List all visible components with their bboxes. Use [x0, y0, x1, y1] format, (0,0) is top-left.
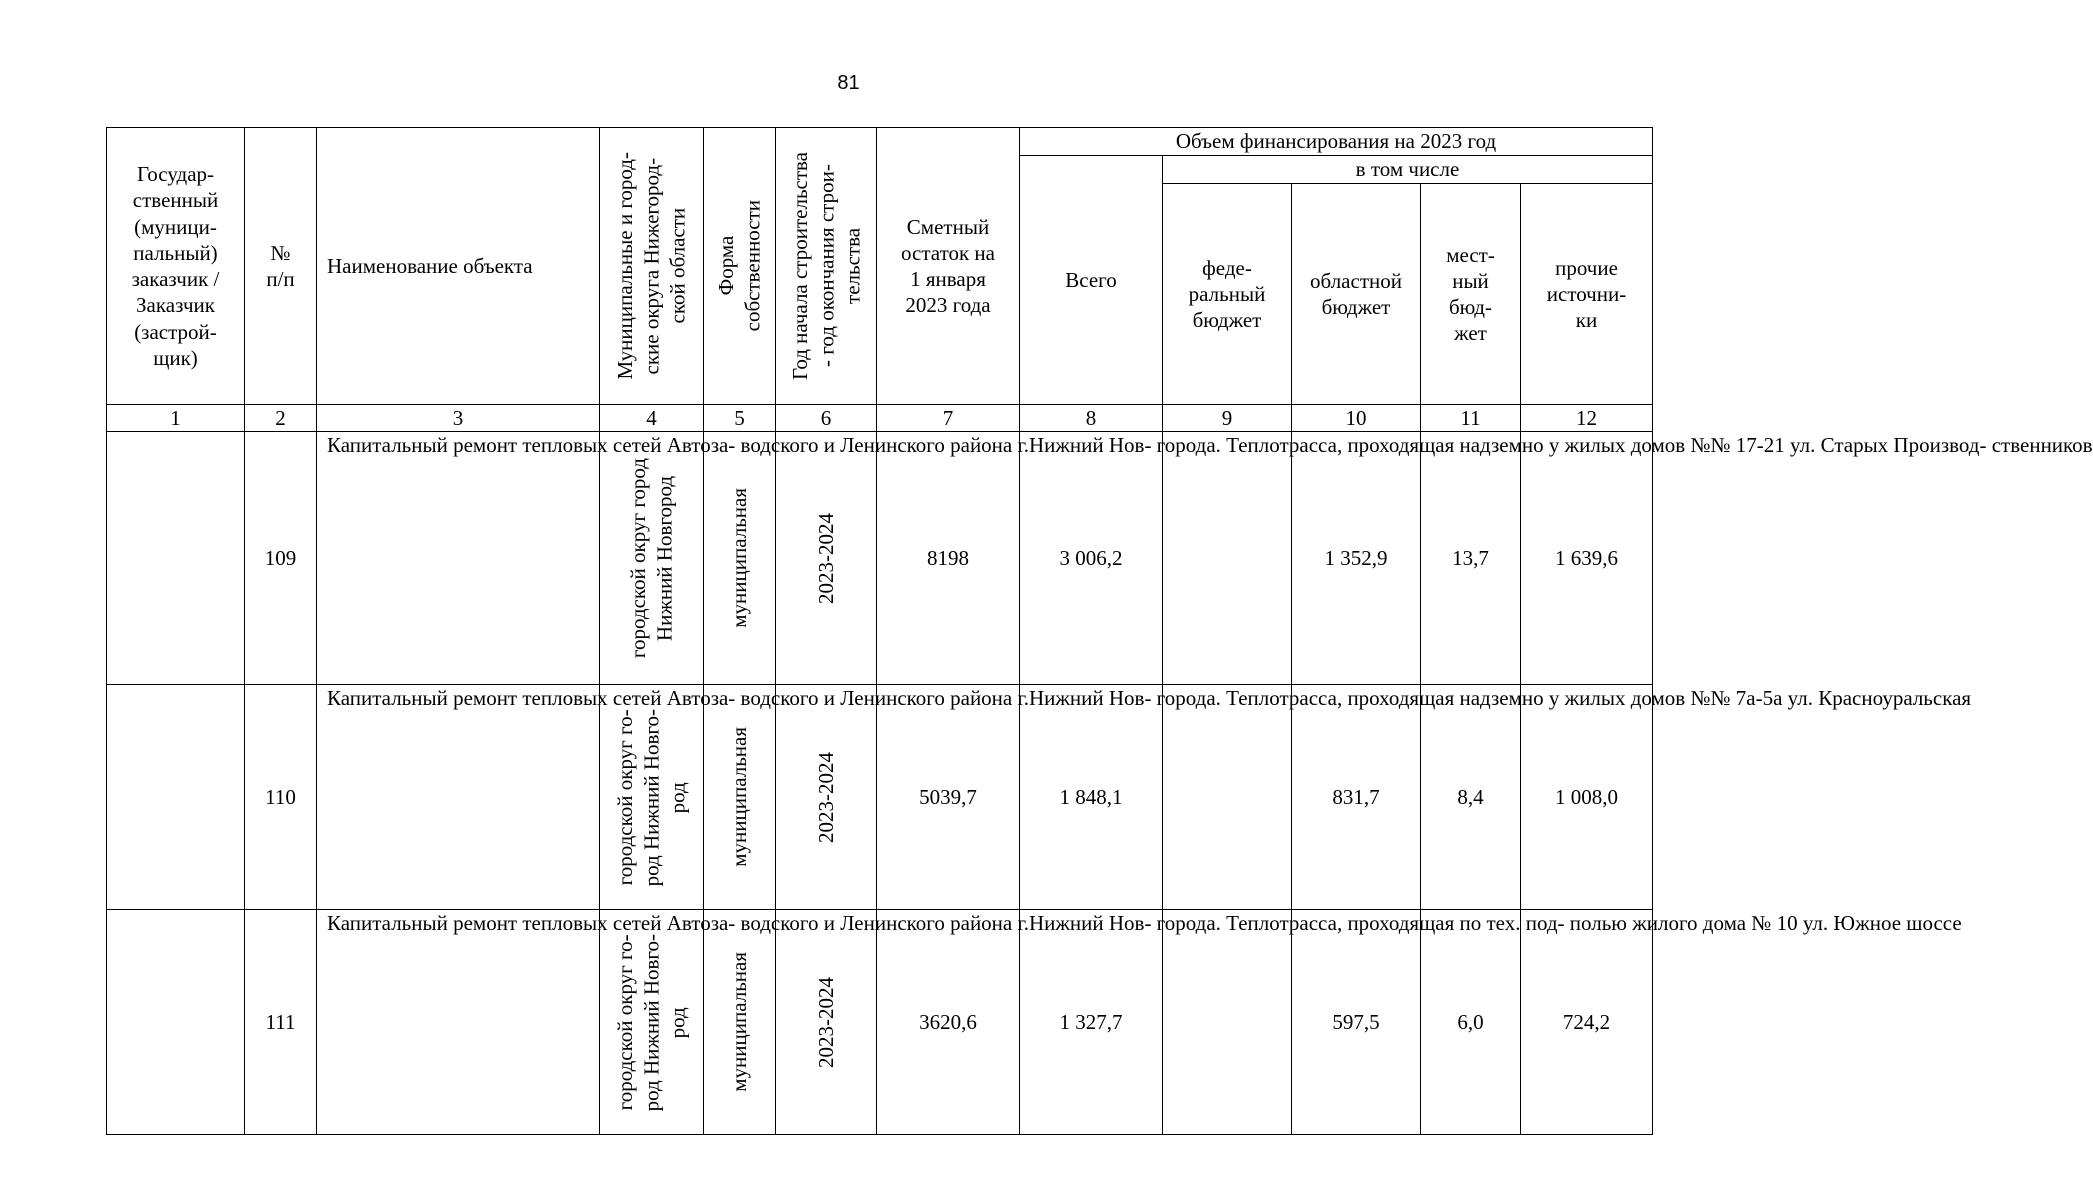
column-number: 12 — [1521, 405, 1653, 432]
cell-district — [600, 685, 704, 910]
header-years — [776, 128, 877, 405]
cell-ownership — [704, 685, 776, 910]
cell-total: 3 006,2 — [1020, 432, 1163, 685]
cell-district-text: городской округ город Нижний Новгород — [626, 458, 677, 659]
cell-years-text: 2023-2024 — [813, 976, 838, 1068]
header-other: прочие источни- ки — [1521, 184, 1653, 405]
cell-district-text: городской округ го- род Нижний Новго- род — [613, 933, 690, 1111]
cell-estimate: 5039,7 — [877, 685, 1020, 910]
cell-years-text: 2023-2024 — [813, 751, 838, 843]
cell-federal — [1163, 910, 1292, 1135]
header-regional: областной бюджет — [1292, 184, 1421, 405]
table-row — [107, 432, 1653, 685]
header-estimate: Сметный остаток на 1 января 2023 года — [877, 128, 1020, 405]
header-local: мест- ный бюд- жет — [1421, 184, 1521, 405]
cell-estimate: 3620,6 — [877, 910, 1020, 1135]
column-number: 4 — [600, 405, 704, 432]
cell-number: 110 — [245, 685, 317, 910]
cell-total: 1 327,7 — [1020, 910, 1163, 1135]
column-number: 11 — [1421, 405, 1521, 432]
cell-local: 6,0 — [1421, 910, 1521, 1135]
cell-object-name: Капитальный ремонт тепловых сетей Автоза- водского и Ленинского района г.Нижний Нов- города. Теплотрасса, проходящая надземно у жилых домов №№ 17-21 ул. Старых Производ- ственников — [317, 432, 600, 685]
column-number: 2 — [245, 405, 317, 432]
header-row-1 — [107, 128, 1653, 156]
cell-regional: 597,5 — [1292, 910, 1421, 1135]
column-number: 1 — [107, 405, 245, 432]
cell-customer — [107, 685, 245, 910]
cell-object-name: Капитальный ремонт тепловых сетей Автоза- водского и Ленинского района г.Нижний Нов- города. Теплотрасса, проходящая по тех. под- полью жилого дома № 10 ул. Южное шоссе — [317, 910, 600, 1135]
cell-total: 1 848,1 — [1020, 685, 1163, 910]
cell-district — [600, 432, 704, 685]
column-number: 9 — [1163, 405, 1292, 432]
cell-object-name: Капитальный ремонт тепловых сетей Автоза- водского и Ленинского района г.Нижний Нов- города. Теплотрасса, проходящая надземно у жилых домов №№ 7а-5а ул. Красноуральская — [317, 685, 600, 910]
column-number: 3 — [317, 405, 600, 432]
cell-years — [776, 432, 877, 685]
cell-customer — [107, 432, 245, 685]
header-ownership — [704, 128, 776, 405]
header-including: в том числе — [1163, 156, 1653, 184]
financing-table — [106, 127, 2093, 1135]
cell-district-text: городской округ го- род Нижний Новго- род — [613, 708, 690, 886]
cell-federal — [1163, 432, 1292, 685]
cell-regional: 831,7 — [1292, 685, 1421, 910]
header-customer: Государ- ственный (муници- пальный) заказчик / Заказчик (застрой- щик) — [107, 128, 245, 405]
cell-number: 109 — [245, 432, 317, 685]
header-ownership-text: Форма собственности — [714, 200, 765, 332]
header-district — [600, 128, 704, 405]
cell-ownership — [704, 432, 776, 685]
cell-other: 724,2 — [1521, 910, 1653, 1135]
header-total: Всего — [1020, 156, 1163, 405]
column-number: 10 — [1292, 405, 1421, 432]
cell-ownership — [704, 910, 776, 1135]
cell-local: 13,7 — [1421, 432, 1521, 685]
cell-other: 1 639,6 — [1521, 432, 1653, 685]
column-numbers-row — [107, 405, 1653, 432]
header-years-text: Год начала строительства - год окончания строи- тельства — [787, 152, 865, 380]
cell-local: 8,4 — [1421, 685, 1521, 910]
cell-estimate: 8198 — [877, 432, 1020, 685]
cell-federal — [1163, 685, 1292, 910]
cell-number: 111 — [245, 910, 317, 1135]
header-number: № п/п — [245, 128, 317, 405]
column-number: 8 — [1020, 405, 1163, 432]
page-number: 81 — [837, 72, 860, 94]
cell-ownership-text: муниципальная — [727, 952, 752, 1093]
header-financing-group: Объем финансирования на 2023 год — [1020, 128, 1653, 156]
header-object-name: Наименование объекта — [317, 128, 600, 405]
cell-other: 1 008,0 — [1521, 685, 1653, 910]
header-district-text: Муниципальные и город- ские округа Нижегород- ской области — [613, 152, 690, 380]
header-federal: феде- ральный бюджет — [1163, 184, 1292, 405]
table-row — [107, 685, 1653, 910]
column-number: 6 — [776, 405, 877, 432]
cell-district — [600, 910, 704, 1135]
cell-years-text: 2023-2024 — [813, 512, 838, 604]
cell-ownership-text: муниципальная — [727, 727, 752, 868]
cell-ownership-text: муниципальная — [727, 488, 752, 629]
cell-years — [776, 910, 877, 1135]
table-row — [107, 910, 1653, 1135]
cell-years — [776, 685, 877, 910]
column-number: 5 — [704, 405, 776, 432]
column-number: 7 — [877, 405, 1020, 432]
cell-customer — [107, 910, 245, 1135]
cell-regional: 1 352,9 — [1292, 432, 1421, 685]
